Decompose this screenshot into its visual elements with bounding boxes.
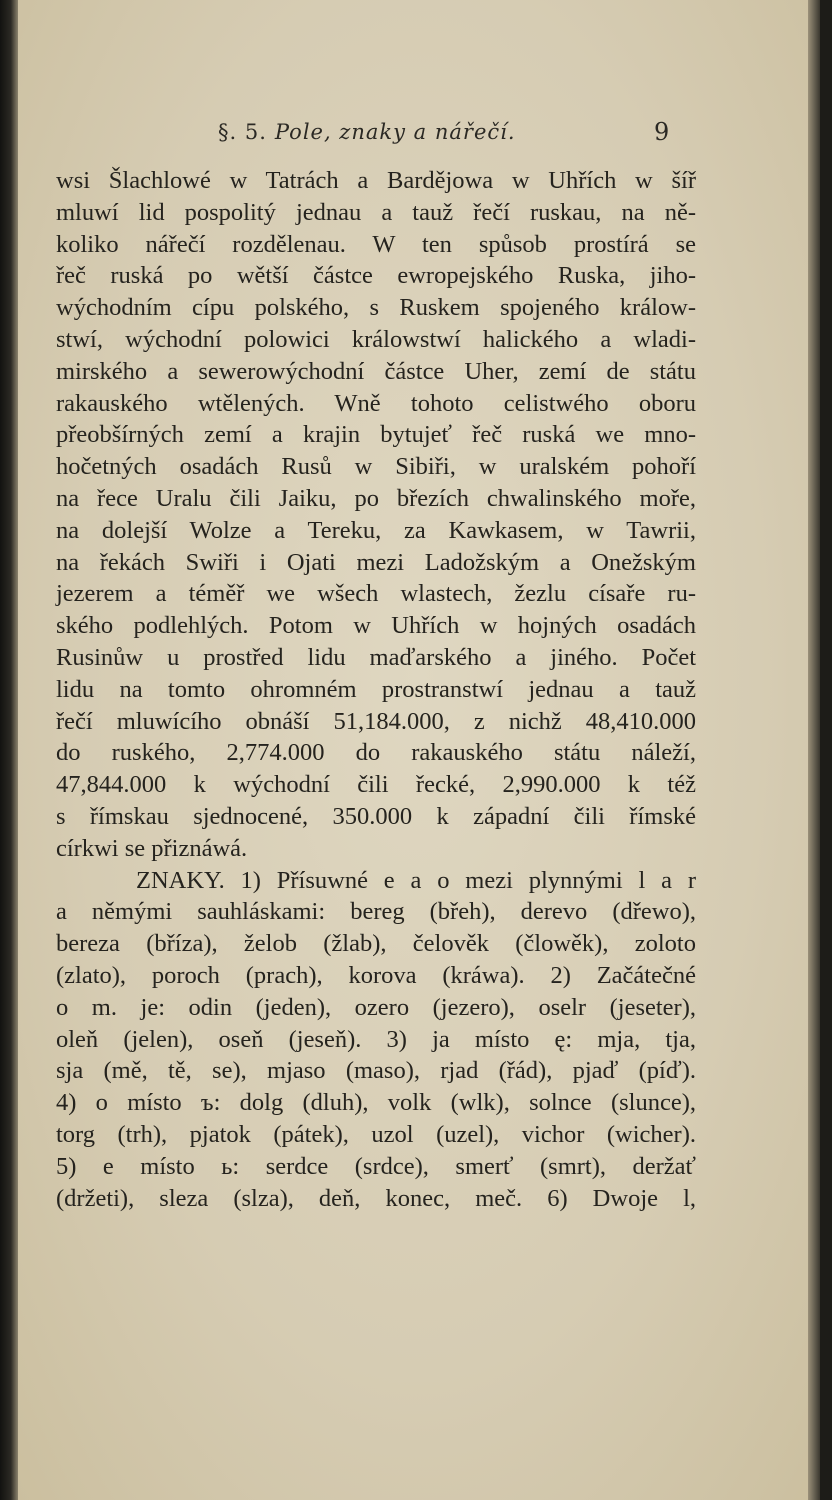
text-line: Rusinůw u prostřed lidu maďarského a jiného. Počet — [56, 643, 696, 671]
section-number: §. 5. — [218, 120, 267, 144]
book-page — [18, 0, 820, 1500]
text-line: hočetných osadách Rusů w Sibiři, w uralském pohoří — [56, 453, 696, 481]
text-line: oleň (jelen), oseň (jeseň). 3) ja místo ę: mja, tja, — [56, 1025, 696, 1053]
book-binding-edge — [0, 0, 18, 1500]
text-line: na dolejší Wolze a Tereku, za Kawkasem, w Tawrii, — [56, 516, 696, 544]
text-line: rakauského wtělených. Wně tohoto celistwého oboru — [56, 389, 696, 417]
text-line: wýchodním cípu polského, s Ruskem spojeného králow- — [56, 294, 696, 322]
text-line: mirského a sewerowýchodní částce Uher, zemí de státu — [56, 357, 696, 385]
text-line: 4) o místo ъ: dolg (dluh), volk (wlk), solnce (slunce), — [56, 1089, 696, 1117]
text-line: a němými sauhláskami: bereg (břeh), derevo (dřewo), — [56, 898, 696, 926]
text-line: přeobšírných zemí a krajin bytujeť řeč ruská we mno- — [56, 421, 696, 449]
text-line: na řece Uralu čili Jaiku, po březích chwalinského moře, — [56, 484, 696, 512]
text-line: (zlato), poroch (prach), korova (kráwa). 2) Začátečné — [56, 961, 696, 989]
text-line: koliko nářečí rozdělenau. W ten spůsob prostírá se — [56, 230, 696, 258]
text-line: na řekách Swiři i Ojati mezi Ladožským a Onežským — [56, 548, 696, 576]
text-line: mluwí lid pospolitý jednau a tauž řečí ruskau, na ně- — [56, 198, 696, 226]
text-line: lidu na tomto ohromném prostranstwí jednau a tauž — [56, 675, 696, 703]
text-line: jezerem a téměř we wšech wlastech, žezlu císaře ru- — [56, 580, 696, 608]
page-number: 9 — [654, 118, 670, 146]
page-edge-shadow — [808, 0, 820, 1500]
text-line: do ruského, 2,774.000 do rakauského státu náleží, — [56, 739, 696, 767]
text-line: ZNAKY. 1) Přísuwné e a o mezi plynnými l a r — [136, 866, 696, 894]
text-line: s římskau sjednocené, 350.000 k západní čili římské — [56, 802, 696, 830]
text-line: wsi Šlachlowé w Tatrách a Bardějowa w Uhřích w šíř — [56, 167, 696, 194]
body-text — [56, 165, 696, 1214]
running-header — [218, 120, 516, 144]
text-line: 47,844.000 k wýchodní čili řecké, 2,990.000 k též — [56, 771, 696, 799]
text-line: řečí mluwícího obnáší 51,184.000, z nichž 48,410.000 — [56, 707, 696, 735]
text-line: ského podlehlých. Potom w Uhřích w hojných osadách — [56, 612, 696, 640]
text-line: 5) e místo ь: serdce (srdce), smerť (smrt), deržať — [56, 1152, 696, 1180]
text-line: (držeti), sleza (slza), deň, konec, meč. 6) Dwoje l, — [56, 1184, 696, 1212]
text-line: řeč ruská po wětší částce ewropejského Ruska, jiho- — [56, 262, 696, 290]
text-line: sja (mě, tě, se), mjaso (maso), rjad (řád), pjaď (píď). — [56, 1057, 696, 1085]
text-line: stwí, wýchodní polowici králowstwí halického a wladi- — [56, 325, 696, 353]
text-line: torg (trh), pjatok (pátek), uzol (uzel), vichor (wicher). — [56, 1120, 696, 1148]
text-line: bereza (bříza), želob (žlab), čelověk (člowěk), zoloto — [56, 930, 696, 958]
section-title: Pole, znaky a nářečí. — [274, 120, 516, 144]
text-line: o m. je: odin (jeden), ozero (jezero), oselr (jeseter), — [56, 993, 696, 1021]
text-line: církwi se přiznáwá. — [56, 834, 248, 862]
